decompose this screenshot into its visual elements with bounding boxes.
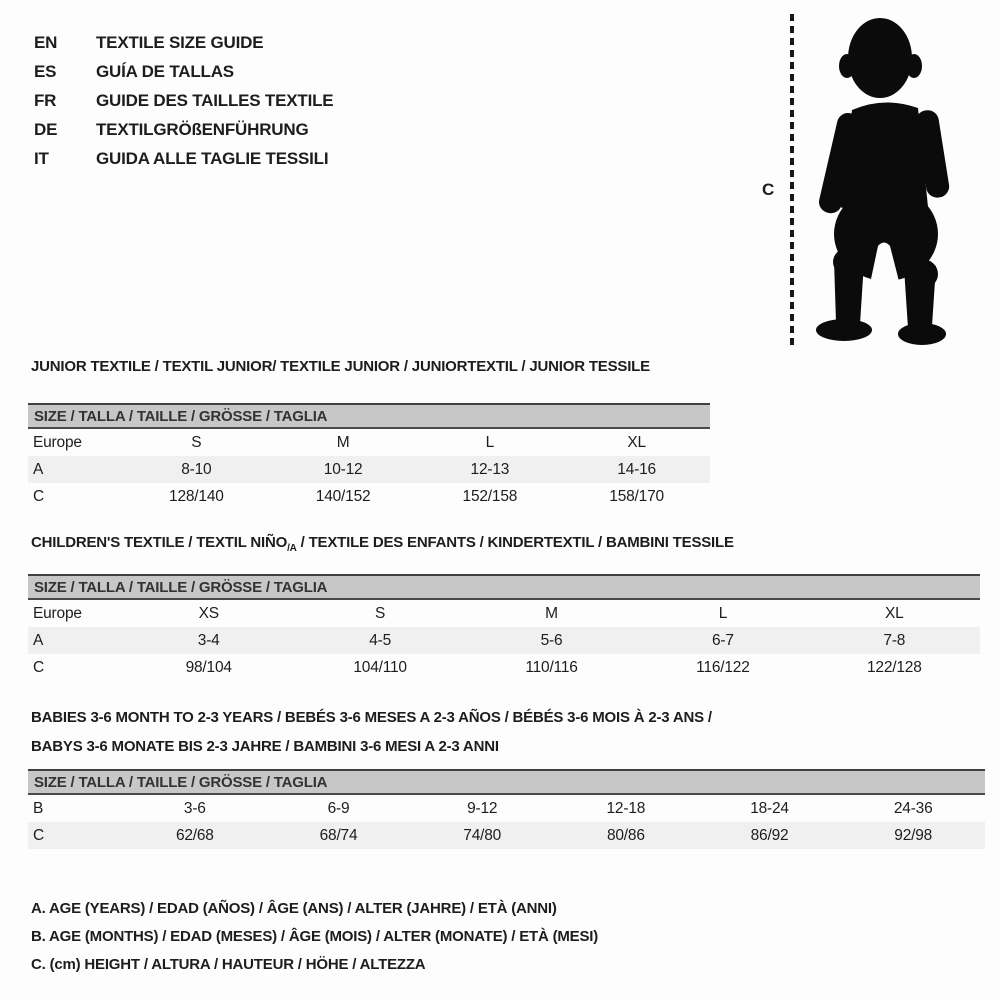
size-cell: 86/92 — [750, 826, 789, 844]
size-cell: 3-4 — [197, 631, 220, 649]
size-cell: 7-8 — [883, 631, 906, 649]
title-subscript: /A — [287, 543, 297, 554]
height-measure-dotted-line — [790, 14, 794, 346]
row-label: Europe — [33, 433, 82, 451]
size-cell: 152/158 — [462, 487, 518, 505]
size-cell: 158/170 — [609, 487, 664, 505]
size-cell: 4-5 — [369, 631, 392, 649]
size-row-height — [28, 654, 980, 681]
size-row-height — [28, 822, 985, 849]
height-measure-label: C — [762, 180, 775, 199]
size-cell: XS — [198, 604, 219, 622]
toddler-silhouette — [806, 12, 956, 347]
size-cell: 6-7 — [712, 631, 734, 649]
size-cell: 92/98 — [894, 826, 933, 844]
size-cell: 24-36 — [893, 799, 933, 817]
size-cell: 5-6 — [540, 631, 563, 649]
language-label: GUÍA DE TALLAS — [96, 61, 234, 81]
size-cell: 6-9 — [327, 799, 350, 817]
size-row-europe — [28, 429, 710, 456]
size-cell: 12-13 — [470, 460, 510, 478]
language-row-de — [34, 115, 333, 144]
size-header-bar: SIZE / TALLA / TAILLE / GRÖSSE / TAGLIA — [28, 574, 980, 600]
title-text: CHILDREN'S TEXTILE / TEXTIL NIÑO — [31, 534, 288, 551]
row-label: C — [33, 658, 44, 676]
row-label: C — [33, 487, 44, 505]
junior-section-title: JUNIOR TEXTILE / TEXTIL JUNIOR/ TEXTILE JUNIOR / JUNIORTEXTIL / JUNIOR TESSILE — [31, 358, 650, 375]
size-cell: 98/104 — [185, 658, 232, 676]
language-code: DE — [34, 119, 58, 139]
footnote-a: A. AGE (YEARS) / EDAD (AÑOS) / ÂGE (ANS) / ALTER (JAHRE) / ETÀ (ANNI) — [31, 900, 557, 917]
title-line-2: BABYS 3-6 MONATE BIS 2-3 JAHRE / BAMBINI 3-6 MESI A 2-3 ANNI — [31, 738, 499, 755]
title-text: / TEXTILE DES ENFANTS / KINDERTEXTIL / BAMBINI TESSILE — [296, 534, 734, 551]
size-header-bar: SIZE / TALLA / TAILLE / GRÖSSE / TAGLIA — [28, 403, 710, 429]
size-cell: 68/74 — [319, 826, 358, 844]
language-code: ES — [34, 61, 57, 81]
childrens-size-table — [28, 574, 980, 681]
size-cell: L — [718, 604, 728, 622]
junior-size-table — [28, 403, 710, 510]
size-header-bar: SIZE / TALLA / TAILLE / GRÖSSE / TAGLIA — [28, 769, 985, 795]
size-row-age-years — [28, 627, 980, 654]
size-cell: 104/110 — [353, 658, 407, 676]
size-row-height — [28, 483, 710, 510]
language-label: TEXTILE SIZE GUIDE — [96, 32, 264, 52]
childrens-section-title — [31, 534, 734, 554]
row-label: A — [33, 631, 44, 649]
babies-size-table — [28, 769, 985, 849]
size-cell: 14-16 — [617, 460, 656, 478]
size-cell: 110/116 — [525, 658, 578, 676]
size-row-europe — [28, 600, 980, 627]
size-cell: S — [375, 604, 386, 622]
language-code: FR — [34, 90, 57, 110]
size-cell: 116/122 — [696, 658, 750, 676]
row-label: B — [33, 799, 44, 817]
size-cell: 122/128 — [867, 658, 922, 676]
size-cell: XL — [885, 604, 904, 622]
size-cell: 12-18 — [606, 799, 646, 817]
language-row-en — [34, 28, 333, 57]
size-row-age-months — [28, 795, 985, 822]
language-code: EN — [34, 32, 58, 52]
footnote-b: B. AGE (MONTHS) / EDAD (MESES) / ÂGE (MOIS) / ALTER (MONATE) / ETÀ (MESI) — [31, 928, 599, 945]
language-row-es — [34, 57, 333, 86]
language-title-block — [34, 28, 333, 173]
language-label: GUIDE DES TAILLES TEXTILE — [96, 90, 334, 110]
size-cell: 128/140 — [169, 487, 224, 505]
size-cell: 8-10 — [181, 460, 212, 478]
title-line-1: BABIES 3-6 MONTH TO 2-3 YEARS / BEBÉS 3-6 MESES A 2-3 AÑOS / BÉBÉS 3-6 MOIS À 2-3 ANS / — [31, 709, 712, 726]
language-label: TEXTILGRÖßENFÜHRUNG — [96, 119, 309, 139]
size-cell: XL — [627, 433, 646, 451]
footnotes-block — [31, 895, 598, 979]
size-row-age-years — [28, 456, 710, 483]
size-cell: 9-12 — [467, 799, 498, 817]
size-cell: M — [336, 433, 350, 451]
row-label: Europe — [33, 604, 82, 622]
language-row-fr — [34, 86, 333, 115]
size-cell: 18-24 — [750, 799, 789, 817]
size-cell: S — [191, 433, 202, 451]
size-cell: 80/86 — [606, 826, 645, 844]
footnote-c: C. (cm) HEIGHT / ALTURA / HAUTEUR / HÖHE / ALTEZZA — [31, 956, 426, 973]
size-cell: 74/80 — [463, 826, 502, 844]
babies-section-title — [31, 703, 712, 761]
language-label: GUIDA ALLE TAGLIE TESSILI — [96, 148, 329, 168]
language-row-it — [34, 144, 333, 173]
row-label: C — [33, 826, 44, 844]
size-cell: L — [485, 433, 495, 451]
size-cell: 10-12 — [323, 460, 363, 478]
size-cell: 140/152 — [315, 487, 371, 505]
size-cell: M — [545, 604, 558, 622]
size-cell: 3-6 — [183, 799, 206, 817]
row-label: A — [33, 460, 44, 478]
size-cell: 62/68 — [175, 826, 214, 844]
language-code: IT — [34, 148, 49, 168]
